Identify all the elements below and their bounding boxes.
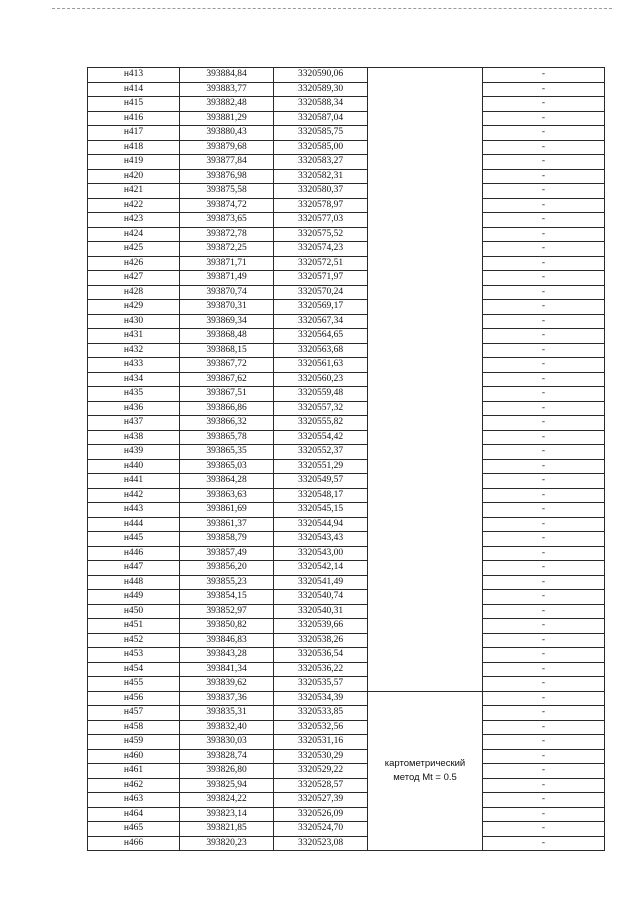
point-name-cell: н437 xyxy=(88,416,180,431)
point-name-cell: н451 xyxy=(88,619,180,634)
y-coordinate-cell: 3320560,23 xyxy=(274,372,368,387)
table-row xyxy=(88,749,605,764)
y-coordinate-cell: 3320549,57 xyxy=(274,474,368,489)
table-row xyxy=(88,532,605,547)
x-coordinate-cell: 393870,74 xyxy=(180,285,274,300)
dash-cell: - xyxy=(483,271,605,286)
point-name-cell: н463 xyxy=(88,793,180,808)
table-row xyxy=(88,720,605,735)
table-row xyxy=(88,807,605,822)
x-coordinate-cell: 393828,74 xyxy=(180,749,274,764)
table-row xyxy=(88,82,605,97)
coordinates-table xyxy=(87,67,605,851)
table-row xyxy=(88,793,605,808)
table-row xyxy=(88,256,605,271)
dash-cell: - xyxy=(483,836,605,851)
table-row xyxy=(88,329,605,344)
point-name-cell: н415 xyxy=(88,97,180,112)
dash-cell: - xyxy=(483,807,605,822)
y-coordinate-cell: 3320533,85 xyxy=(274,706,368,721)
dash-cell: - xyxy=(483,285,605,300)
dash-cell: - xyxy=(483,561,605,576)
dash-cell: - xyxy=(483,68,605,83)
x-coordinate-cell: 393877,84 xyxy=(180,155,274,170)
point-name-cell: н422 xyxy=(88,198,180,213)
dash-cell: - xyxy=(483,111,605,126)
dash-cell: - xyxy=(483,213,605,228)
table-row xyxy=(88,401,605,416)
x-coordinate-cell: 393871,71 xyxy=(180,256,274,271)
table-row xyxy=(88,822,605,837)
dash-cell: - xyxy=(483,82,605,97)
y-coordinate-cell: 3320555,82 xyxy=(274,416,368,431)
y-coordinate-cell: 3320529,22 xyxy=(274,764,368,779)
x-coordinate-cell: 393826,80 xyxy=(180,764,274,779)
x-coordinate-cell: 393865,78 xyxy=(180,430,274,445)
y-coordinate-cell: 3320583,27 xyxy=(274,155,368,170)
table-row xyxy=(88,372,605,387)
dash-cell: - xyxy=(483,633,605,648)
scan-header-line xyxy=(52,8,612,10)
y-coordinate-cell: 3320557,32 xyxy=(274,401,368,416)
point-name-cell: н447 xyxy=(88,561,180,576)
y-coordinate-cell: 3320585,00 xyxy=(274,140,368,155)
table-row xyxy=(88,503,605,518)
dash-cell: - xyxy=(483,822,605,837)
dash-cell: - xyxy=(483,488,605,503)
point-name-cell: н454 xyxy=(88,662,180,677)
y-coordinate-cell: 3320578,97 xyxy=(274,198,368,213)
table-row xyxy=(88,227,605,242)
point-name-cell: н427 xyxy=(88,271,180,286)
x-coordinate-cell: 393883,77 xyxy=(180,82,274,97)
table-row xyxy=(88,126,605,141)
y-coordinate-cell: 3320559,48 xyxy=(274,387,368,402)
dash-cell: - xyxy=(483,604,605,619)
dash-cell: - xyxy=(483,778,605,793)
y-coordinate-cell: 3320523,08 xyxy=(274,836,368,851)
y-coordinate-cell: 3320536,22 xyxy=(274,662,368,677)
x-coordinate-cell: 393880,43 xyxy=(180,126,274,141)
y-coordinate-cell: 3320580,37 xyxy=(274,184,368,199)
x-coordinate-cell: 393868,15 xyxy=(180,343,274,358)
x-coordinate-cell: 393867,62 xyxy=(180,372,274,387)
table-row xyxy=(88,604,605,619)
method-text-line1: картометрический xyxy=(384,758,466,770)
y-coordinate-cell: 3320551,29 xyxy=(274,459,368,474)
y-coordinate-cell: 3320589,30 xyxy=(274,82,368,97)
table-row xyxy=(88,198,605,213)
table-row xyxy=(88,459,605,474)
dash-cell: - xyxy=(483,416,605,431)
dash-cell: - xyxy=(483,590,605,605)
x-coordinate-cell: 393825,94 xyxy=(180,778,274,793)
dash-cell: - xyxy=(483,242,605,257)
y-coordinate-cell: 3320552,37 xyxy=(274,445,368,460)
x-coordinate-cell: 393865,03 xyxy=(180,459,274,474)
x-coordinate-cell: 393843,28 xyxy=(180,648,274,663)
point-name-cell: н446 xyxy=(88,546,180,561)
y-coordinate-cell: 3320539,66 xyxy=(274,619,368,634)
x-coordinate-cell: 393841,34 xyxy=(180,662,274,677)
point-name-cell: н413 xyxy=(88,68,180,83)
dash-cell: - xyxy=(483,575,605,590)
dash-cell: - xyxy=(483,358,605,373)
dash-cell: - xyxy=(483,793,605,808)
x-coordinate-cell: 393867,51 xyxy=(180,387,274,402)
point-name-cell: н450 xyxy=(88,604,180,619)
y-coordinate-cell: 3320540,74 xyxy=(274,590,368,605)
point-name-cell: н458 xyxy=(88,720,180,735)
point-name-cell: н419 xyxy=(88,155,180,170)
x-coordinate-cell: 393824,22 xyxy=(180,793,274,808)
x-coordinate-cell: 393869,34 xyxy=(180,314,274,329)
point-name-cell: н457 xyxy=(88,706,180,721)
table-row xyxy=(88,590,605,605)
table-row xyxy=(88,314,605,329)
table-row xyxy=(88,97,605,112)
y-coordinate-cell: 3320563,68 xyxy=(274,343,368,358)
x-coordinate-cell: 393872,78 xyxy=(180,227,274,242)
x-coordinate-cell: 393857,49 xyxy=(180,546,274,561)
point-name-cell: н444 xyxy=(88,517,180,532)
y-coordinate-cell: 3320531,16 xyxy=(274,735,368,750)
dash-cell: - xyxy=(483,764,605,779)
dash-cell: - xyxy=(483,503,605,518)
y-coordinate-cell: 3320534,39 xyxy=(274,691,368,706)
point-name-cell: н433 xyxy=(88,358,180,373)
x-coordinate-cell: 393858,79 xyxy=(180,532,274,547)
point-name-cell: н466 xyxy=(88,836,180,851)
y-coordinate-cell: 3320570,24 xyxy=(274,285,368,300)
y-coordinate-cell: 3320561,63 xyxy=(274,358,368,373)
x-coordinate-cell: 393874,72 xyxy=(180,198,274,213)
table-row xyxy=(88,474,605,489)
table-row xyxy=(88,648,605,663)
x-coordinate-cell: 393832,40 xyxy=(180,720,274,735)
y-coordinate-cell: 3320532,56 xyxy=(274,720,368,735)
dash-cell: - xyxy=(483,677,605,692)
y-coordinate-cell: 3320587,04 xyxy=(274,111,368,126)
table-row xyxy=(88,343,605,358)
dash-cell: - xyxy=(483,343,605,358)
dash-cell: - xyxy=(483,97,605,112)
dash-cell: - xyxy=(483,517,605,532)
point-name-cell: н428 xyxy=(88,285,180,300)
point-name-cell: н452 xyxy=(88,633,180,648)
y-coordinate-cell: 3320575,52 xyxy=(274,227,368,242)
method-cell-empty xyxy=(368,68,483,692)
y-coordinate-cell: 3320569,17 xyxy=(274,300,368,315)
dash-cell: - xyxy=(483,387,605,402)
y-coordinate-cell: 3320544,94 xyxy=(274,517,368,532)
table-row xyxy=(88,358,605,373)
table-row xyxy=(88,271,605,286)
point-name-cell: н434 xyxy=(88,372,180,387)
dash-cell: - xyxy=(483,140,605,155)
x-coordinate-cell: 393830,03 xyxy=(180,735,274,750)
x-coordinate-cell: 393871,49 xyxy=(180,271,274,286)
x-coordinate-cell: 393820,23 xyxy=(180,836,274,851)
point-name-cell: н464 xyxy=(88,807,180,822)
y-coordinate-cell: 3320535,57 xyxy=(274,677,368,692)
dash-cell: - xyxy=(483,474,605,489)
x-coordinate-cell: 393882,48 xyxy=(180,97,274,112)
table-row xyxy=(88,561,605,576)
dash-cell: - xyxy=(483,314,605,329)
table-row xyxy=(88,619,605,634)
dash-cell: - xyxy=(483,126,605,141)
x-coordinate-cell: 393863,63 xyxy=(180,488,274,503)
x-coordinate-cell: 393861,37 xyxy=(180,517,274,532)
point-name-cell: н429 xyxy=(88,300,180,315)
y-coordinate-cell: 3320527,39 xyxy=(274,793,368,808)
point-name-cell: н461 xyxy=(88,764,180,779)
y-coordinate-cell: 3320572,51 xyxy=(274,256,368,271)
point-name-cell: н445 xyxy=(88,532,180,547)
table-row xyxy=(88,445,605,460)
dash-cell: - xyxy=(483,329,605,344)
dash-cell: - xyxy=(483,706,605,721)
table-row xyxy=(88,213,605,228)
x-coordinate-cell: 393835,31 xyxy=(180,706,274,721)
table-row xyxy=(88,387,605,402)
y-coordinate-cell: 3320588,34 xyxy=(274,97,368,112)
point-name-cell: н462 xyxy=(88,778,180,793)
x-coordinate-cell: 393876,98 xyxy=(180,169,274,184)
y-coordinate-cell: 3320582,31 xyxy=(274,169,368,184)
y-coordinate-cell: 3320530,29 xyxy=(274,749,368,764)
table-row xyxy=(88,430,605,445)
point-name-cell: н440 xyxy=(88,459,180,474)
point-name-cell: н414 xyxy=(88,82,180,97)
point-name-cell: н456 xyxy=(88,691,180,706)
point-name-cell: н460 xyxy=(88,749,180,764)
x-coordinate-cell: 393864,28 xyxy=(180,474,274,489)
table-row xyxy=(88,662,605,677)
point-name-cell: н459 xyxy=(88,735,180,750)
y-coordinate-cell: 3320526,09 xyxy=(274,807,368,822)
x-coordinate-cell: 393866,86 xyxy=(180,401,274,416)
x-coordinate-cell: 393884,84 xyxy=(180,68,274,83)
dash-cell: - xyxy=(483,300,605,315)
x-coordinate-cell: 393872,25 xyxy=(180,242,274,257)
y-coordinate-cell: 3320585,75 xyxy=(274,126,368,141)
x-coordinate-cell: 393873,65 xyxy=(180,213,274,228)
x-coordinate-cell: 393855,23 xyxy=(180,575,274,590)
table-row xyxy=(88,633,605,648)
table-row xyxy=(88,764,605,779)
dash-cell: - xyxy=(483,691,605,706)
dash-cell: - xyxy=(483,372,605,387)
x-coordinate-cell: 393846,83 xyxy=(180,633,274,648)
dash-cell: - xyxy=(483,227,605,242)
table-row xyxy=(88,517,605,532)
table-row xyxy=(88,140,605,155)
dash-cell: - xyxy=(483,445,605,460)
x-coordinate-cell: 393837,36 xyxy=(180,691,274,706)
y-coordinate-cell: 3320567,34 xyxy=(274,314,368,329)
point-name-cell: н439 xyxy=(88,445,180,460)
dash-cell: - xyxy=(483,735,605,750)
table-row xyxy=(88,285,605,300)
point-name-cell: н442 xyxy=(88,488,180,503)
x-coordinate-cell: 393868,48 xyxy=(180,329,274,344)
point-name-cell: н418 xyxy=(88,140,180,155)
table-row xyxy=(88,488,605,503)
y-coordinate-cell: 3320554,42 xyxy=(274,430,368,445)
table-row xyxy=(88,691,605,706)
table-row xyxy=(88,416,605,431)
y-coordinate-cell: 3320545,15 xyxy=(274,503,368,518)
point-name-cell: н449 xyxy=(88,590,180,605)
table-row xyxy=(88,677,605,692)
y-coordinate-cell: 3320571,97 xyxy=(274,271,368,286)
dash-cell: - xyxy=(483,401,605,416)
y-coordinate-cell: 3320577,03 xyxy=(274,213,368,228)
dash-cell: - xyxy=(483,184,605,199)
point-name-cell: н426 xyxy=(88,256,180,271)
dash-cell: - xyxy=(483,459,605,474)
y-coordinate-cell: 3320574,23 xyxy=(274,242,368,257)
coordinates-table-body xyxy=(88,68,605,851)
point-name-cell: н438 xyxy=(88,430,180,445)
table-row xyxy=(88,778,605,793)
point-name-cell: н436 xyxy=(88,401,180,416)
dash-cell: - xyxy=(483,256,605,271)
point-name-cell: н443 xyxy=(88,503,180,518)
dash-cell: - xyxy=(483,662,605,677)
y-coordinate-cell: 3320528,57 xyxy=(274,778,368,793)
dash-cell: - xyxy=(483,546,605,561)
x-coordinate-cell: 393881,29 xyxy=(180,111,274,126)
y-coordinate-cell: 3320590,06 xyxy=(274,68,368,83)
dash-cell: - xyxy=(483,749,605,764)
x-coordinate-cell: 393866,32 xyxy=(180,416,274,431)
method-text-line2: метод Mt = 0.5 xyxy=(393,771,457,783)
y-coordinate-cell: 3320536,54 xyxy=(274,648,368,663)
table-row xyxy=(88,300,605,315)
table-row xyxy=(88,184,605,199)
dash-cell: - xyxy=(483,155,605,170)
x-coordinate-cell: 393839,62 xyxy=(180,677,274,692)
y-coordinate-cell: 3320543,43 xyxy=(274,532,368,547)
point-name-cell: н431 xyxy=(88,329,180,344)
point-name-cell: н435 xyxy=(88,387,180,402)
dash-cell: - xyxy=(483,430,605,445)
x-coordinate-cell: 393879,68 xyxy=(180,140,274,155)
x-coordinate-cell: 393867,72 xyxy=(180,358,274,373)
y-coordinate-cell: 3320540,31 xyxy=(274,604,368,619)
x-coordinate-cell: 393854,15 xyxy=(180,590,274,605)
y-coordinate-cell: 3320564,65 xyxy=(274,329,368,344)
x-coordinate-cell: 393875,58 xyxy=(180,184,274,199)
point-name-cell: н416 xyxy=(88,111,180,126)
y-coordinate-cell: 3320541,49 xyxy=(274,575,368,590)
point-name-cell: н455 xyxy=(88,677,180,692)
x-coordinate-cell: 393823,14 xyxy=(180,807,274,822)
point-name-cell: н441 xyxy=(88,474,180,489)
table-row xyxy=(88,242,605,257)
table-row xyxy=(88,68,605,83)
table-row xyxy=(88,111,605,126)
point-name-cell: н420 xyxy=(88,169,180,184)
dash-cell: - xyxy=(483,619,605,634)
x-coordinate-cell: 393856,20 xyxy=(180,561,274,576)
x-coordinate-cell: 393865,35 xyxy=(180,445,274,460)
point-name-cell: н465 xyxy=(88,822,180,837)
table-row xyxy=(88,836,605,851)
point-name-cell: н423 xyxy=(88,213,180,228)
dash-cell: - xyxy=(483,648,605,663)
point-name-cell: н421 xyxy=(88,184,180,199)
dash-cell: - xyxy=(483,720,605,735)
table-row xyxy=(88,155,605,170)
table-row xyxy=(88,735,605,750)
dash-cell: - xyxy=(483,532,605,547)
method-cell xyxy=(368,691,483,851)
y-coordinate-cell: 3320548,17 xyxy=(274,488,368,503)
point-name-cell: н424 xyxy=(88,227,180,242)
point-name-cell: н425 xyxy=(88,242,180,257)
table-row xyxy=(88,706,605,721)
point-name-cell: н430 xyxy=(88,314,180,329)
table-row xyxy=(88,169,605,184)
point-name-cell: н448 xyxy=(88,575,180,590)
x-coordinate-cell: 393870,31 xyxy=(180,300,274,315)
dash-cell: - xyxy=(483,169,605,184)
table-row xyxy=(88,546,605,561)
point-name-cell: н432 xyxy=(88,343,180,358)
y-coordinate-cell: 3320538,26 xyxy=(274,633,368,648)
x-coordinate-cell: 393850,82 xyxy=(180,619,274,634)
x-coordinate-cell: 393861,69 xyxy=(180,503,274,518)
x-coordinate-cell: 393821,85 xyxy=(180,822,274,837)
y-coordinate-cell: 3320543,00 xyxy=(274,546,368,561)
table-row xyxy=(88,575,605,590)
x-coordinate-cell: 393852,97 xyxy=(180,604,274,619)
y-coordinate-cell: 3320524,70 xyxy=(274,822,368,837)
y-coordinate-cell: 3320542,14 xyxy=(274,561,368,576)
dash-cell: - xyxy=(483,198,605,213)
point-name-cell: н417 xyxy=(88,126,180,141)
point-name-cell: н453 xyxy=(88,648,180,663)
